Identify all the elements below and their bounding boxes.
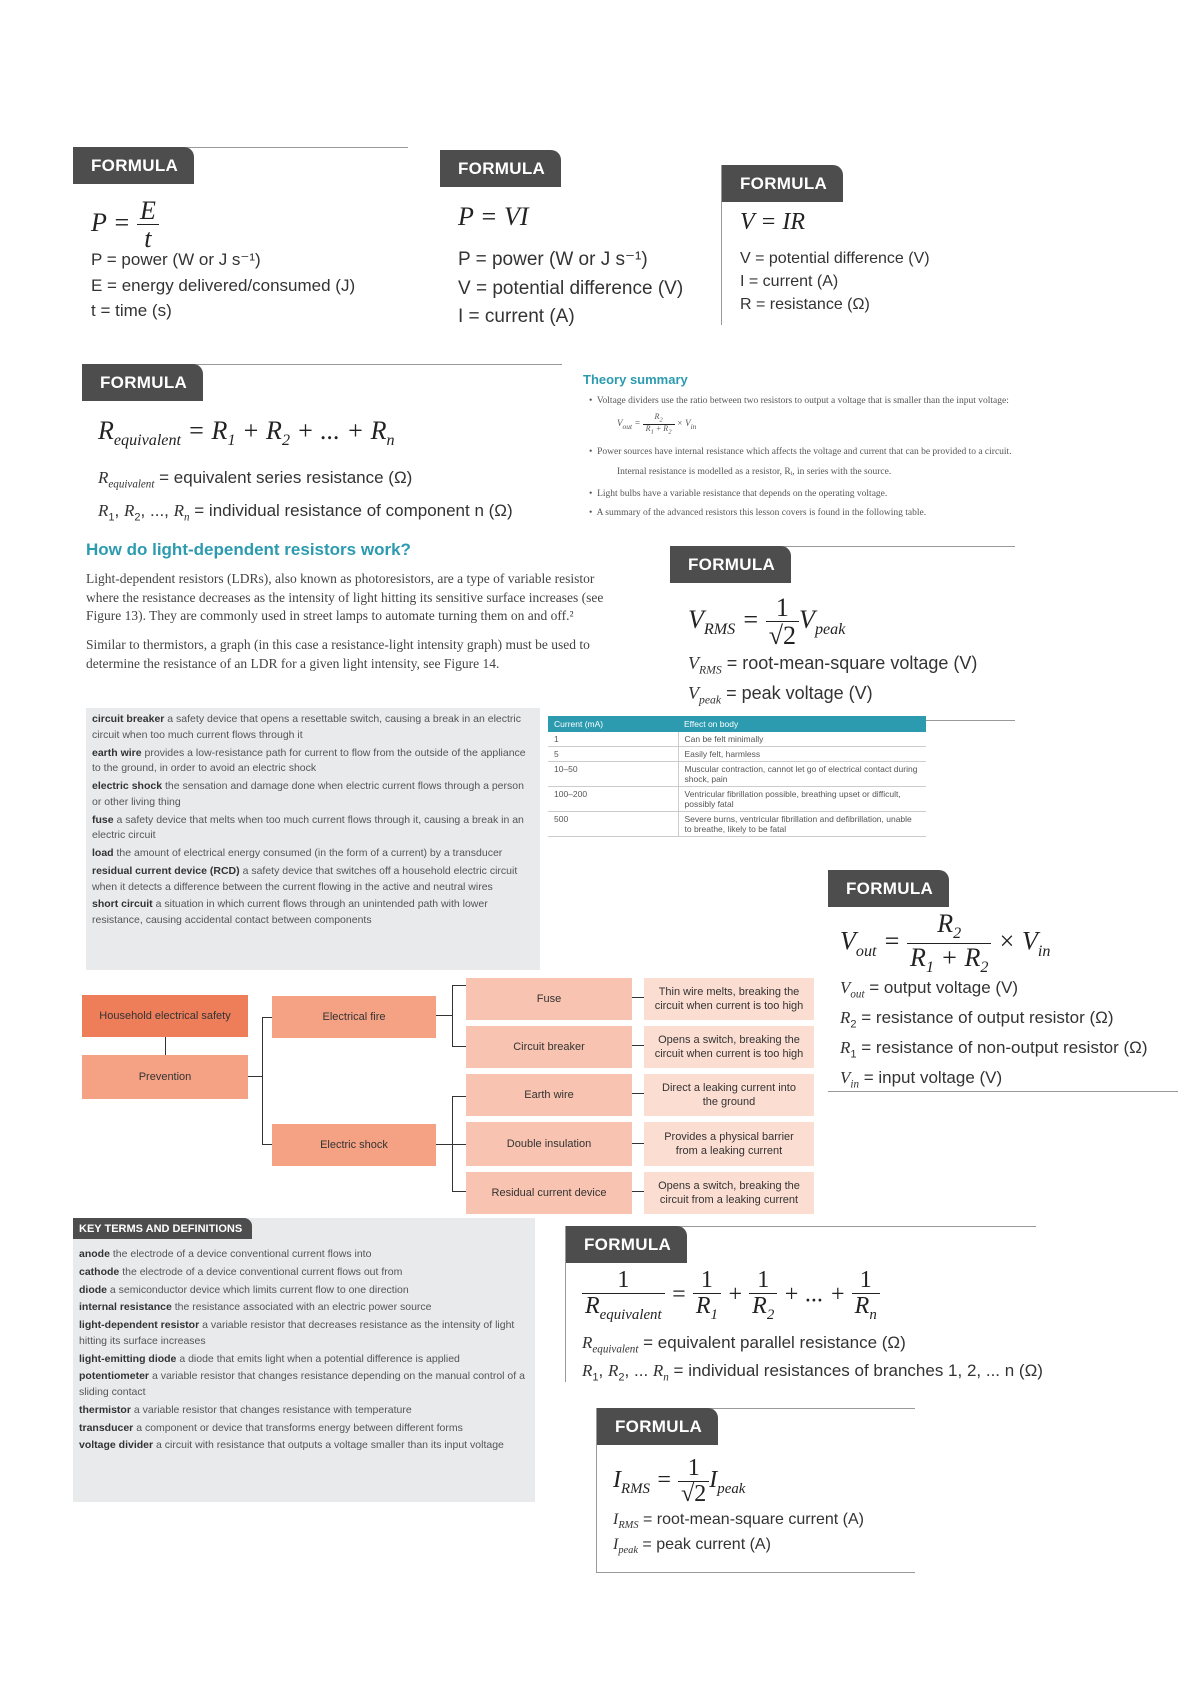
- equation-parallel: $\frac{1}{R_{equivalent}}$ = $\frac{1}{R_1}$ + $\frac{1}{R_2}$ + ... + $\frac{1}{R_n}$: [582, 1268, 880, 1324]
- key-terms-title: KEY TERMS AND DEFINITIONS: [73, 1218, 252, 1239]
- mindmap-desc-fuse: Thin wire melts, breaking the circuit when current is too high: [644, 978, 814, 1020]
- safety-terms-panel: [86, 708, 540, 970]
- mindmap-root: Household electrical safety: [82, 995, 248, 1037]
- formula-tab: FORMULA: [722, 165, 843, 202]
- term-item: thermistor a variable resistor that changes resistance with temperature: [79, 1403, 412, 1416]
- formula-description: $I_{RMS}$ = root-mean-square current (A) $I_{peak}$ = peak current (A): [613, 1511, 864, 1557]
- term-item: diode a semiconductor device which limits current flow to one direction: [79, 1283, 409, 1296]
- ldr-section: [86, 540, 626, 673]
- formula-box-series: [82, 364, 562, 524]
- equation-series: $R_{equivalent} = R_1 + R_2$ + ... + $R_n$: [98, 416, 395, 450]
- formula-box-ohm: [721, 165, 956, 325]
- term-item: short circuit a situation in which current flows through an unintended path with lower resistance, causing accidental contact between components: [92, 898, 488, 926]
- term-item: potentiometer a variable resistor that changes resistance depending on the manual control of a sliding contact: [79, 1370, 525, 1398]
- formula-box-voltage-divider: [828, 870, 1178, 1092]
- formula-tab: FORMULA: [670, 546, 791, 583]
- term-item: load the amount of electrical energy consumed (in the form of a current) by a transducer: [92, 847, 503, 859]
- table-row: 100–200 Ventricular fibrillation possible, breathing upset or difficult, possibly fatal: [548, 787, 926, 812]
- mindmap-device-fuse: Fuse: [466, 978, 632, 1020]
- equation-rms-current: $I_{RMS}$ = $\frac{1}{√2}$ $I_{peak}$: [613, 1455, 746, 1508]
- equation-voltage-divider: $V_{out}$ = $\frac{R_2}{R_1 + R_2}$ × $V_{in}$: [840, 909, 1051, 977]
- mindmap-electric-shock: Electric shock: [272, 1124, 436, 1166]
- formula-tab: FORMULA: [82, 364, 203, 401]
- formula-description: V = potential difference (V) I = current (A) R = resistance (Ω): [740, 250, 930, 314]
- formula-box-power-vi: [440, 150, 705, 330]
- key-terms-panel: [73, 1218, 535, 1502]
- equation-power-energy: P = $\frac{E}{t}$: [91, 197, 159, 253]
- table-row: 5 Easily felt, harmless: [548, 747, 926, 762]
- formula-description: $V_{RMS}$ = root-mean-square voltage (V) $V_{peak}$ = peak voltage (V): [688, 653, 978, 707]
- mindmap-prevention: Prevention: [82, 1055, 248, 1099]
- mindmap-device-double-insulation: Double insulation: [466, 1122, 632, 1166]
- formula-description: $R_{equivalent}$ = equivalent parallel resistance (Ω) $R_1$, $R_2$, ... $R_n$ = individual resistances of branches 1, 2, ... n (Ω): [582, 1333, 1043, 1384]
- theory-bullet: • Voltage dividers use the ratio between two resistors to output a voltage that is smaller than the input voltage: $V_{out}$ = $\frac{R_2}{R_1 + R_2}$ × $V_{in}$ • Power sources have internal resistance which affects the voltage and current that can be provided to a circuit. Internal resistance is modelled as a resistor, Rᵢ, in series with the source. • Light bulbs have a variable resistance that depends on the operating voltage. • A summary of the advanced resistors this lesson covers is found in the following table.: [583, 395, 1143, 519]
- ldr-heading: How do light-dependent resistors work?: [86, 540, 411, 559]
- term-item: voltage divider a circuit with resistance that outputs a voltage smaller than its input voltage: [79, 1439, 504, 1452]
- current-effects-table: [548, 716, 926, 837]
- equation-ohm: V = IR: [740, 209, 806, 235]
- formula-box-rms-current: [596, 1408, 914, 1573]
- term-item: light-emitting diode a diode that emits light when a potential difference is applied: [79, 1352, 460, 1365]
- formula-tab: FORMULA: [828, 870, 949, 907]
- table-row: 10–50 Muscular contraction, cannot let go of electrical contact during shock, pain: [548, 762, 926, 787]
- term-item: anode the electrode of a device conventional current flows into: [79, 1248, 372, 1260]
- formula-description: P = power (W or J s⁻¹) E = energy delivered/consumed (J) t = time (s): [91, 250, 356, 320]
- table-row: 500 Severe burns, ventricular fibrillation and defibrillation, unable to breathe, likely to be fatal: [548, 812, 926, 837]
- term-item: circuit breaker a safety device that opens a resettable switch, causing a break in an electric circuit when too much current flows through it: [92, 713, 521, 741]
- theory-summary: [583, 372, 1143, 519]
- ldr-paragraph-1: Light-dependent resistors (LDRs), also known as photoresistors, are a type of variable resistor where the resistance decreases as the intensity of light hitting its sensitive surface increases (see Figure 13). They are commonly used in street lamps to automate turning them on and off.²: [86, 571, 604, 624]
- formula-box-power-energy: [73, 147, 408, 327]
- column-header: Effect on body: [678, 716, 926, 732]
- mindmap-desc-double-insulation: Provides a physical barrier from a leaking current: [644, 1122, 814, 1166]
- mindmap-desc-circuit-breaker: Opens a switch, breaking the circuit when current is too high: [644, 1026, 814, 1068]
- ldr-paragraph-2: Similar to thermistors, a graph (in this case a resistance-light intensity graph) must be used to determine the resistance of an LDR for a given light intensity, see Figure 14.: [86, 636, 590, 671]
- formula-description: $V_{out}$ = output voltage (V) $R_2$ = resistance of output resistor (Ω) $R_1$ = resistance of non-output resistor (Ω) $V_{in}$ = input voltage (V): [840, 978, 1148, 1091]
- formula-description: $R_{equivalent}$ = equivalent series resistance (Ω) $R_1$, $R_2$, ..., $R_n$ = individual resistance of component n (Ω): [98, 468, 513, 524]
- term-item: fuse a safety device that melts when too much current flows through it, causing a break in an electric circuit: [92, 813, 524, 842]
- term-item: light-dependent resistor a variable resistor that decreases resistance as the intensity of light hitting its surface increases: [79, 1319, 515, 1347]
- term-item: earth wire provides a low-resistance path for current to flow from the outside of the appliance to the ground, in order to avoid an electric shock: [92, 746, 526, 775]
- mindmap-device-rcd: Residual current device: [466, 1172, 632, 1214]
- table-row: 1 Can be felt minimally: [548, 732, 926, 747]
- formula-tab: FORMULA: [597, 1408, 718, 1445]
- formula-tab: FORMULA: [566, 1226, 687, 1263]
- theory-title: Theory summary: [583, 372, 688, 387]
- mindmap-electrical-fire: Electrical fire: [272, 996, 436, 1038]
- term-item: transducer a component or device that transforms energy between different forms: [79, 1421, 463, 1434]
- formula-tab: FORMULA: [440, 150, 561, 187]
- formula-tab: FORMULA: [73, 147, 194, 184]
- formula-box-parallel: [565, 1226, 1043, 1384]
- mindmap-desc-earth-wire: Direct a leaking current into the ground: [644, 1074, 814, 1116]
- table-header-row: [548, 716, 926, 732]
- equation-power-vi: P = VI: [458, 202, 529, 231]
- term-item: electric shock the sensation and damage done when electric current flows through a person or other living thing: [92, 780, 524, 808]
- term-item: internal resistance the resistance associated with an electric power source: [79, 1301, 432, 1314]
- column-header: Current (mA): [548, 716, 678, 732]
- mindmap-device-earth-wire: Earth wire: [466, 1074, 632, 1116]
- voltage-divider-mini-equation: $V_{out}$ = $\frac{R_2}{R_1 + R_2}$ × $V_{in}$: [617, 412, 697, 436]
- formula-box-rms-voltage: [670, 546, 1015, 721]
- formula-description: P = power (W or J s⁻¹) V = potential difference (V) I = current (A): [458, 249, 684, 327]
- equation-rms-voltage: $V_{RMS}$ = $\frac{1}{√2}$ $V_{peak}$: [688, 593, 846, 651]
- mindmap-device-circuit-breaker: Circuit breaker: [466, 1026, 632, 1068]
- mindmap-desc-rcd: Opens a switch, breaking the circuit from a leaking current: [644, 1172, 814, 1214]
- term-item: residual current device (RCD) a safety device that switches off a household electric circuit when it detects a difference between the current flowing in the active and neutral wires: [92, 864, 518, 893]
- term-item: cathode the electrode of a device conventional current flows out from: [79, 1265, 403, 1278]
